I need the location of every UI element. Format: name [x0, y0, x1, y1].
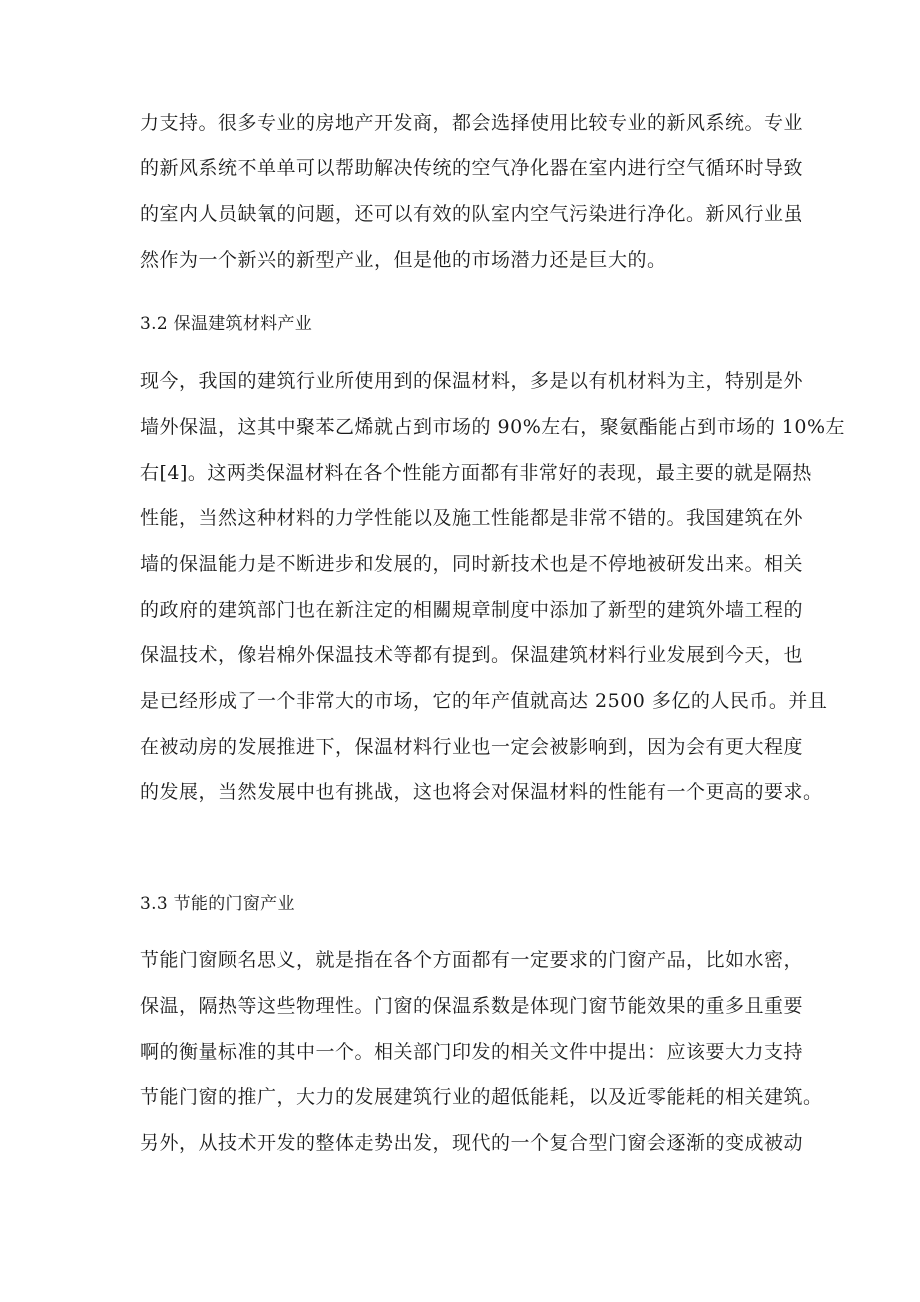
paragraph-3-line-3: 啊的衡量标准的其中一个。相关部门印发的相关文件中提出：应该要大力支持: [140, 1041, 804, 1063]
section-heading-3-2: 3.2 保温建筑材料产业: [140, 314, 313, 334]
paragraph-2-line-7: 保温技术，像岩棉外保温技术等都有提到。保温建筑材料行业发展到今天，也: [140, 644, 804, 666]
paragraph-3-line-5: 另外，从技术开发的整体走势出发，现代的一个复合型门窗会逐渐的变成被动: [140, 1132, 804, 1154]
paragraph-2-line-2: 墙外保温，这其中聚苯乙烯就占到市场的 90%左右，聚氨酯能占到市场的 10%左: [140, 416, 846, 438]
paragraph-2-line-9: 在被动房的发展推进下，保温材料行业也一定会被影响到，因为会有更大程度: [140, 736, 804, 758]
paragraph-1-line-2: 的新风系统不单单可以帮助解决传统的空气净化器在室内进行空气循环时导致: [140, 157, 804, 179]
paragraph-2-line-10: 的发展，当然发展中也有挑战，这也将会对保温材料的性能有一个更高的要求。: [140, 781, 823, 803]
paragraph-1-line-3: 的室内人员缺氧的问题，还可以有效的队室内空气污染进行净化。新风行业虽: [140, 203, 804, 225]
paragraph-2-line-1: 现今，我国的建筑行业所使用到的保温材料，多是以有机材料为主，特别是外: [140, 370, 804, 392]
paragraph-3-line-1: 节能门窗顾名思义，就是指在各个方面都有一定要求的门窗产品，比如水密，: [140, 949, 804, 971]
paragraph-2-line-4: 性能，当然这种材料的力学性能以及施工性能都是非常不错的。我国建筑在外: [140, 507, 804, 529]
paragraph-3-line-4: 节能门窗的推广，大力的发展建筑行业的超低能耗，以及近零能耗的相关建筑。: [140, 1086, 823, 1108]
paragraph-2-line-3: 右[4]。这两类保温材料在各个性能方面都有非常好的表现，最主要的就是隔热: [140, 462, 812, 484]
paragraph-1-line-4: 然作为一个新兴的新型产业，但是他的市场潜力还是巨大的。: [140, 249, 667, 271]
section-heading-3-3: 3.3 节能的门窗产业: [140, 894, 295, 914]
paragraph-2-line-5: 墙的保温能力是不断进步和发展的，同时新技术也是不停地被研发出来。相关: [140, 553, 804, 575]
paragraph-1-line-1: 力支持。很多专业的房地产开发商，都会选择使用比较专业的新风系统。专业: [140, 112, 804, 134]
paragraph-2-line-8: 是已经形成了一个非常大的市场，它的年产值就高达 2500 多亿的人民币。并且: [140, 690, 828, 712]
paragraph-3-line-2: 保温，隔热等这些物理性。门窗的保温系数是体现门窗节能效果的重多且重要: [140, 995, 804, 1017]
paragraph-2-line-6: 的政府的建筑部门也在新注定的相關規章制度中添加了新型的建筑外墙工程的: [140, 599, 804, 621]
